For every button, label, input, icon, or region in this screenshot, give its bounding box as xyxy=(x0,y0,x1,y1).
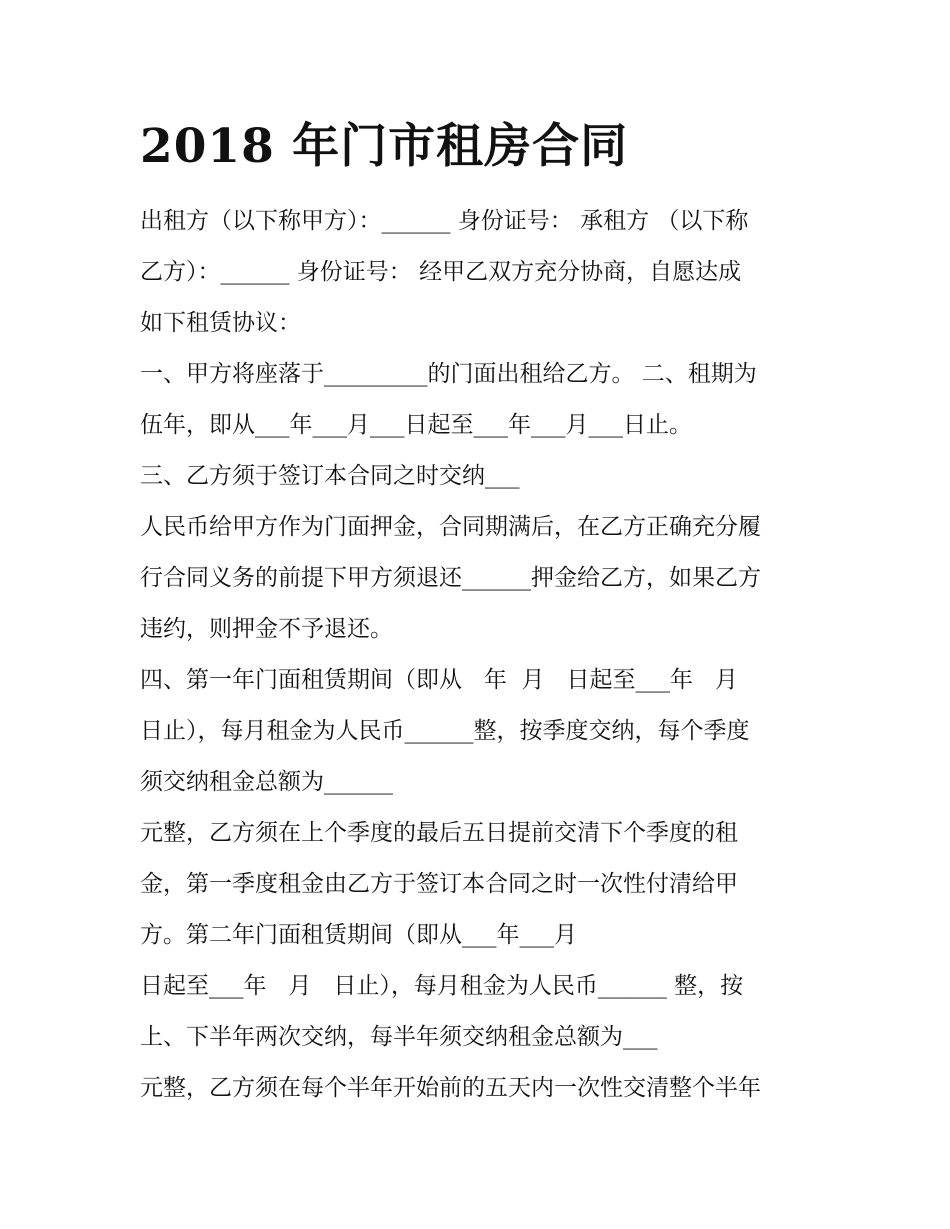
document-body xyxy=(140,196,820,1114)
body-line: 伍年，即从___年___月___日起至___年___月___日止。 xyxy=(140,412,692,438)
body-line: 日起至___年 月 日止），每月租金为人民币______ 整，按 xyxy=(140,973,744,999)
body-line: 四、第一年门面租赁期间（即从 年 月 日起至___年 月 xyxy=(140,667,738,693)
body-line: 上、下半年两次交纳，每半年须交纳租金总额为___ xyxy=(140,1024,658,1050)
body-line: 日止），每月租金为人民币______整，按季度交纳，每个季度 xyxy=(140,718,750,744)
body-line: 出租方（以下称甲方）：______ 身份证号： 承租方 （以下称 xyxy=(140,208,749,234)
body-line: 行合同义务的前提下甲方须退还______押金给乙方，如果乙方 xyxy=(140,565,761,591)
body-line: 违约，则押金不予退还。 xyxy=(140,616,393,642)
body-line: 人民币给甲方作为门面押金，合同期满后，在乙方正确充分履 xyxy=(140,514,761,540)
body-line: 元整，乙方须在每个半年开始前的五天内一次性交清整个半年 xyxy=(140,1075,761,1101)
body-line: 一、甲方将座落于_________的门面出租给乙方。 二、租期为 xyxy=(140,361,757,387)
document-title: 2018 年门市租房合同 xyxy=(140,119,629,174)
body-line: 元整，乙方须在上个季度的最后五日提前交清下个季度的租 xyxy=(140,820,738,846)
body-line: 金，第一季度租金由乙方于签订本合同之时一次性付清给甲 xyxy=(140,871,738,897)
body-line: 须交纳租金总额为______ xyxy=(140,769,393,795)
body-line: 三、乙方须于签订本合同之时交纳___ xyxy=(140,463,520,489)
body-line: 方。第二年门面租赁期间（即从___年___月 xyxy=(140,922,577,948)
body-line: 乙方）：______ 身份证号： 经甲乙双方充分协商，自愿达成 xyxy=(140,259,742,285)
body-line: 如下租赁协议： xyxy=(140,310,301,336)
